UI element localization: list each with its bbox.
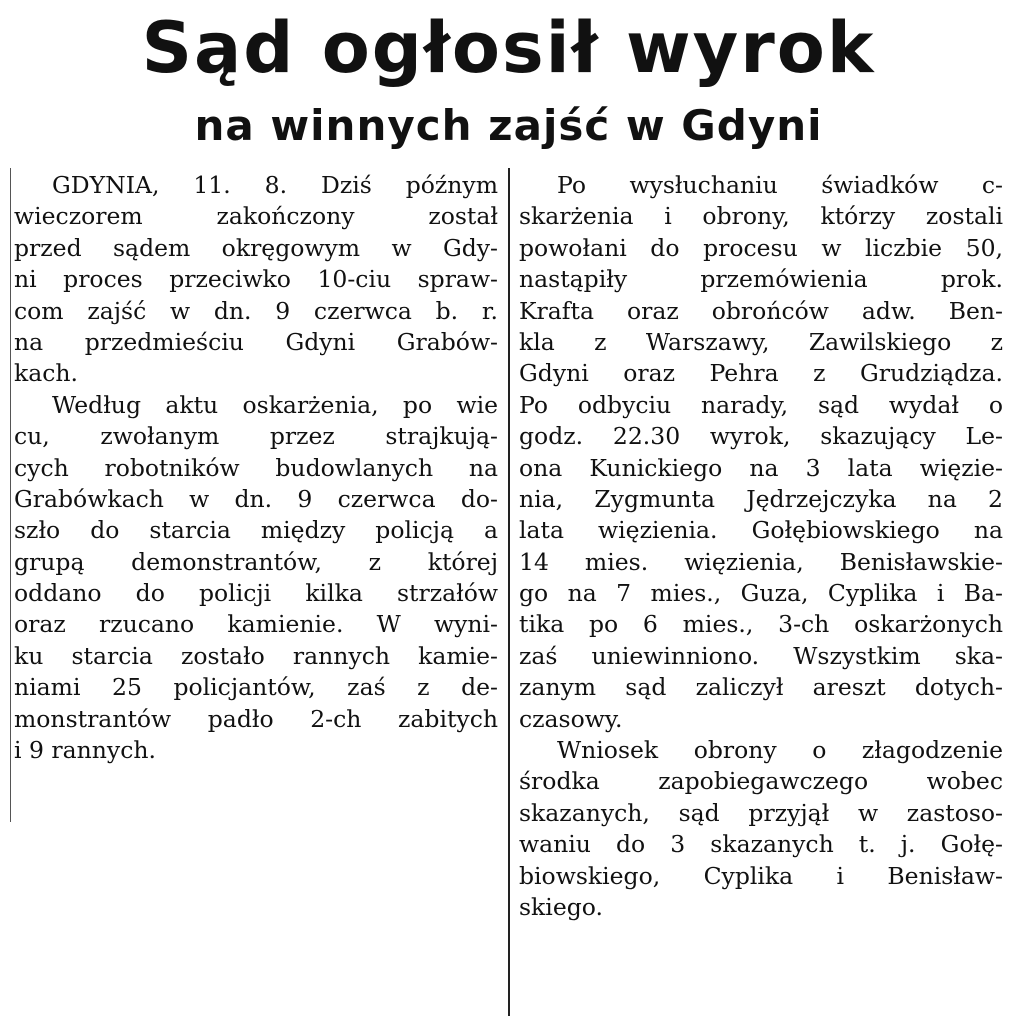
article-line: ona Kunickiego na 3 lata więzie- — [519, 453, 1003, 482]
left-column-edge — [10, 168, 11, 822]
article-line: niami 25 policjantów, zaś z de- — [14, 673, 498, 702]
article-line: monstrantów padło 2-ch zabitych — [14, 704, 498, 733]
article-line: Wniosek obrony o złagodzenie — [557, 736, 1003, 765]
article-line: GDYNIA, 11. 8. Dziś późnym — [52, 171, 498, 199]
article-line: oddano do policji kilka strzałów — [14, 579, 498, 608]
article-line: biowskiego, Cyplika i Benisław- — [519, 861, 1003, 890]
article-line: zanym sąd zaliczył areszt dotych- — [519, 673, 1003, 702]
headline: Sąd ogłosił wyrok — [141, 7, 876, 89]
article-line: skiego. — [519, 892, 603, 921]
article-line: godz. 22.30 wyrok, skazujący Le- — [519, 422, 1003, 451]
article-line: go na 7 mies., Guza, Cyplika i Ba- — [519, 579, 1003, 608]
article-line: zaś uniewinniono. Wszystkim ska- — [519, 641, 1003, 670]
article-line: Grabówkach w dn. 9 czerwca do- — [14, 484, 498, 513]
article-line: i 9 rannych. — [14, 736, 156, 765]
article-line: cu, zwołanym przez strajkują- — [14, 422, 498, 451]
article-line: lata więzienia. Gołębiowskiego na — [519, 516, 1003, 545]
article-line: grupą demonstrantów, z której — [14, 547, 498, 576]
article-line: Po wysłuchaniu świadków c- — [557, 171, 1003, 199]
article-line: Po odbyciu narady, sąd wydał o — [519, 390, 1003, 419]
article-line: kla z Warszawy, Zawilskiego z — [519, 327, 1003, 356]
article-line: kach. — [14, 359, 79, 388]
article-line: com zajść w dn. 9 czerwca b. r. — [14, 296, 498, 325]
article-line: oraz rzucano kamienie. W wyni- — [14, 610, 498, 639]
article-line: na przedmieściu Gdyni Grabów- — [14, 327, 498, 356]
article-line: nastąpiły przemówienia prok. — [519, 265, 1003, 294]
article-line: Gdyni oraz Pehra z Grudziądza. — [519, 359, 1003, 388]
article-line: tika po 6 mies., 3-ch oskarżonych — [519, 610, 1003, 639]
article-line: skazanych, sąd przyjął w zastoso- — [519, 798, 1003, 827]
subheadline: na winnych zajść w Gdyni — [194, 101, 823, 150]
article-line: ku starcia zostało rannych kamie- — [14, 641, 498, 670]
article-line: ni proces przeciwko 10-ciu spraw- — [14, 265, 498, 294]
article-line: cych robotników budowlanych na — [14, 453, 498, 482]
column-divider — [508, 168, 510, 1016]
article-line: Według aktu oskarżenia, po wie — [52, 390, 498, 419]
article-line: przed sądem okręgowym w Gdy- — [14, 233, 498, 262]
article-line: waniu do 3 skazanych t. j. Gołę- — [519, 830, 1003, 859]
article-line: wieczorem zakończony został — [14, 202, 498, 231]
article-line: skarżenia i obrony, którzy zostali — [519, 202, 1003, 231]
article-line: powołani do procesu w liczbie 50, — [519, 233, 1003, 262]
article-line: szło do starcia między policją a — [14, 516, 498, 545]
right-column — [519, 170, 1003, 923]
article-line: Krafta oraz obrońców adw. Ben- — [519, 296, 1003, 325]
left-column — [14, 170, 498, 766]
article-line: czasowy. — [519, 704, 623, 733]
article-line: 14 mies. więzienia, Benisławskie- — [519, 547, 1003, 576]
article-line: nia, Zygmunta Jędrzejczyka na 2 — [519, 484, 1003, 513]
article-line: środka zapobiegawczego wobec — [519, 767, 1003, 796]
